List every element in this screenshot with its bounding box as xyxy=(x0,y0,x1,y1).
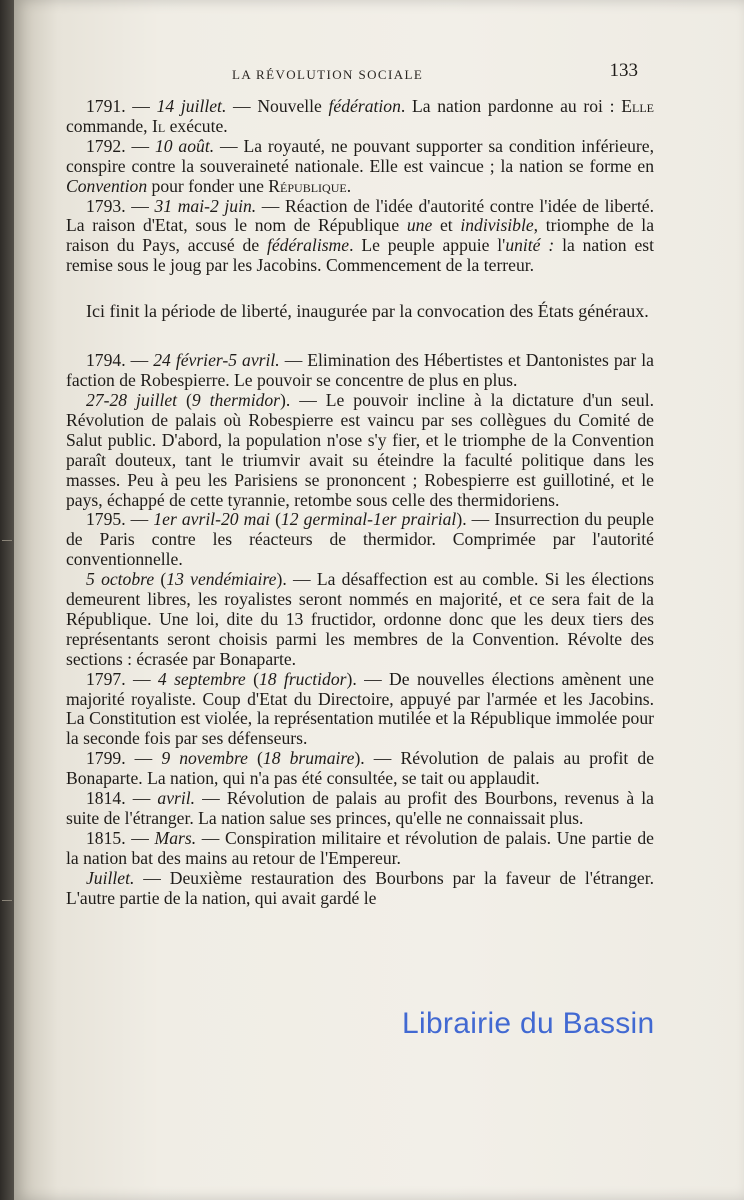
entry-text: ( xyxy=(270,509,281,530)
book-page xyxy=(14,0,744,1200)
entry-thermidor xyxy=(66,391,654,510)
entry-date: avril. xyxy=(157,788,196,809)
entry-date-revolutionary: 18 fructidor xyxy=(258,668,347,689)
entry-text: . — La désaffection est au comble. Si les élections demeurent libres, les royalistes seront nommés en majorité, et ce sera fait de la République. Une loi, dite du 13 fructidor, ordonne donc que les deux tiers des représentants seront choisis parmi les membres de la Convention. Révolte des sections : écrasée par Bonaparte. xyxy=(66,569,654,669)
entry-date-revolutionary: 9 thermidor xyxy=(191,389,281,410)
entry-year: 1815. — xyxy=(86,827,155,848)
entry-small-caps: République xyxy=(268,175,347,196)
entry-juillet-1815 xyxy=(66,869,654,909)
entry-text: — Réaction de l'idée d'autorité contre l'idée de liberté. La raison d'Etat, sous le nom de République xyxy=(66,195,654,236)
entry-text: commande, xyxy=(66,115,152,136)
entry-text: ( xyxy=(245,668,259,689)
entry-text: ) xyxy=(276,569,283,590)
entry-date: 14 juillet. xyxy=(156,96,227,116)
entry-year: 1793. — xyxy=(86,195,155,216)
entry-text: exécute. xyxy=(165,115,228,136)
entry-vendemiaire xyxy=(66,570,654,670)
entry-1815 xyxy=(66,829,654,869)
entry-text: — Nouvelle xyxy=(226,96,329,116)
entry-year: 1794. — xyxy=(86,350,154,371)
entry-text: — Deuxième restauration des Bourbons par la faveur de l'étranger. L'autre partie de la nation, qui avait gardé le xyxy=(66,867,654,908)
entry-text: — Révolution de palais au profit des Bourbons, revenus à la suite de l'étranger. La nation salue ses princes, qu'elle ne connaissait plus. xyxy=(66,788,654,828)
entry-text: . — Insurrection du peuple de Paris contre les réacteurs de thermidor. Comprimée par l'autorité conventionnelle. xyxy=(66,509,654,570)
entry-text: . — Le pouvoir incline à la dictature d'un seul. Révolution de palais où Robespierre est vaincu par ses collègues du Comité de Salut public. D'abord, la population n'ose s'y fier, et le triomphe de la Convention paraît douteux, tant le triumvir avait su éteindre la faculté politique dans les masses. Peu à peu les Parisiens se prononcent ; Robespierre est guillotiné, et le pays, échappé de cette tyrannie, retombe sous celle des thermidoriens. xyxy=(66,389,655,510)
entry-emphasis: unité : xyxy=(505,235,555,256)
entry-1793 xyxy=(66,197,654,277)
entry-text: — Elimination des Hébertistes et Dantonistes par la faction de Robespierre. Le pouvoir se concentre de plus en plus. xyxy=(66,350,654,391)
entry-text: pour fonder une xyxy=(147,175,269,196)
entry-1799 xyxy=(66,749,654,789)
entry-text: — La royauté, ne pouvant supporter sa condition inférieure, conspire contre la souveraineté nationale. Elle est vaincue ; la nation se forme en xyxy=(66,135,654,176)
entry-text: . — Révolution de palais au profit de Bonaparte. La nation, qui n'a pas été consultée, se tait ou applaudit. xyxy=(66,748,655,789)
entry-date: 4 septembre xyxy=(157,668,246,689)
entry-year: 1797. — xyxy=(86,668,158,689)
entry-text: . Le peuple appuie l' xyxy=(349,235,506,256)
entry-text: ( xyxy=(154,569,167,590)
entry-text: . — De nouvelles élections amènent une majorité royaliste. Coup d'Etat du Directoire, appuyé par l'armée et les Jacobins. La Constitution est violée, la représentation mutilée et la République immolée pour la seconde fois par ses défenseurs. xyxy=(66,668,654,749)
entry-text: — Conspiration militaire et révolution de palais. Une partie de la nation bat des mains au retour de l'Empereur. xyxy=(66,827,654,868)
entry-text: ) xyxy=(346,668,353,689)
entry-text: . xyxy=(346,175,352,196)
entry-date: 5 octobre xyxy=(86,569,155,590)
entry-year: 1799. — xyxy=(86,748,162,769)
entry-1791 xyxy=(66,97,654,137)
entry-emphasis: Convention xyxy=(66,175,148,196)
entry-1797 xyxy=(66,670,654,750)
page-number: 133 xyxy=(609,60,638,81)
entry-emphasis: fédération xyxy=(328,96,401,116)
entry-date-revolutionary: 13 vendémiaire xyxy=(166,569,277,590)
entry-1792 xyxy=(66,137,654,197)
body-text xyxy=(66,97,654,909)
entry-1814 xyxy=(66,789,654,829)
entry-emphasis: indivisible xyxy=(460,215,534,236)
entry-small-caps: Elle xyxy=(621,96,654,116)
running-title: LA RÉVOLUTION SOCIALE xyxy=(232,67,424,82)
entry-year: 1814. — xyxy=(86,788,158,809)
entry-date: 24 février-5 avril. xyxy=(153,350,280,371)
entry-date: 9 novembre xyxy=(161,748,248,769)
gutter-mark xyxy=(2,540,12,541)
entry-text: ( xyxy=(247,748,263,769)
entry-text: ) xyxy=(456,509,463,530)
page-header xyxy=(70,60,650,88)
gutter-mark xyxy=(2,900,12,901)
entry-date: 10 août. xyxy=(154,135,215,156)
entry-text: ) xyxy=(280,389,286,410)
entry-date: Mars. xyxy=(154,827,197,848)
entry-date: 1er avril-20 mai xyxy=(153,509,271,530)
interlude-paragraph: Ici finit la période de liberté, inaugurée par la convocation des États généraux. xyxy=(86,301,649,322)
entry-year: 1795. — xyxy=(86,509,154,530)
entry-small-caps: Il xyxy=(151,115,166,136)
entry-date: 27-28 juillet xyxy=(86,389,178,410)
entry-text: ) xyxy=(354,748,361,769)
entry-text: ( xyxy=(177,389,192,410)
entry-date-revolutionary: 12 germinal-1er prairial xyxy=(280,509,457,530)
entry-1795 xyxy=(66,510,654,570)
entry-date-revolutionary: 18 brumaire xyxy=(262,748,355,769)
bookseller-watermark: Librairie du Bassin xyxy=(402,1007,655,1040)
entry-text: et xyxy=(432,215,461,236)
entry-text: . La nation pardonne au roi : xyxy=(400,96,622,116)
entry-1794 xyxy=(66,351,654,391)
entry-text: la nation est remise sous le joug par les Jacobins. Commencement de la terreur. xyxy=(66,235,654,276)
entry-emphasis: fédéralisme xyxy=(266,235,350,256)
entry-year: 1792. — xyxy=(86,135,155,156)
entry-year: 1791. — xyxy=(86,96,157,116)
entry-emphasis: une xyxy=(406,215,433,236)
entry-date: 31 mai-2 juin. xyxy=(154,195,257,216)
entry-date: Juillet. xyxy=(86,867,135,888)
entry-text: , triomphe de la raison du Pays, accusé de xyxy=(66,215,655,256)
